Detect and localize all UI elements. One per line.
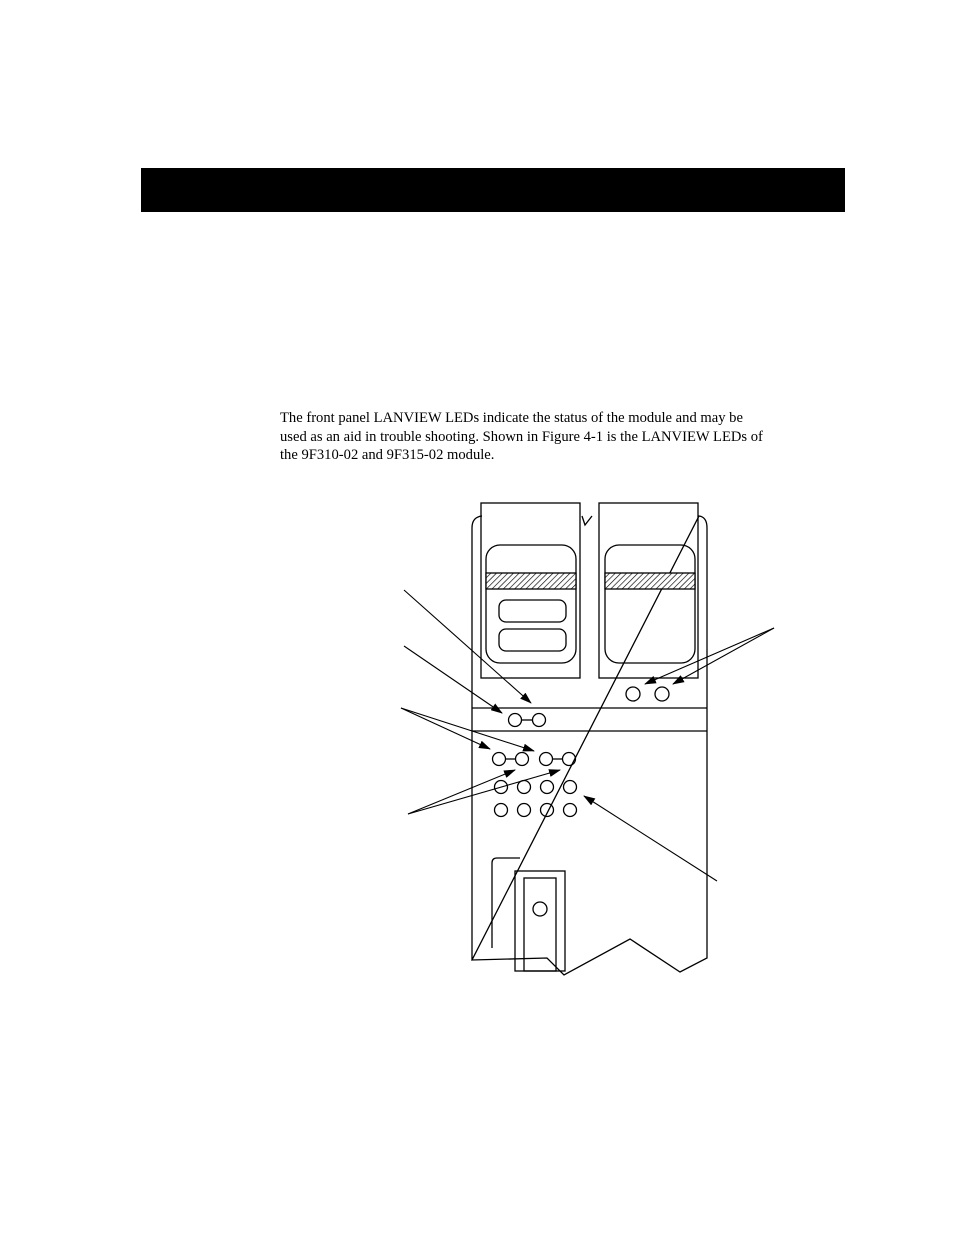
upper-right-led-pair [626,687,669,701]
latch [515,871,565,971]
left-connector-housing [481,503,580,678]
linked-led-pairs-row [493,753,576,766]
right-connector-housing [599,503,698,678]
middle-led-pair [509,714,546,727]
intro-line-2: used as an aid in trouble shooting. Shown in Figure 4-1 is the LANVIEW LEDs of [280,428,763,445]
intro-line-1: The front panel LANVIEW LEDs indicate the status of the module and may be [280,410,743,426]
intro-line-3: the 9F310-02 and 9F315-02 module. [280,447,495,463]
